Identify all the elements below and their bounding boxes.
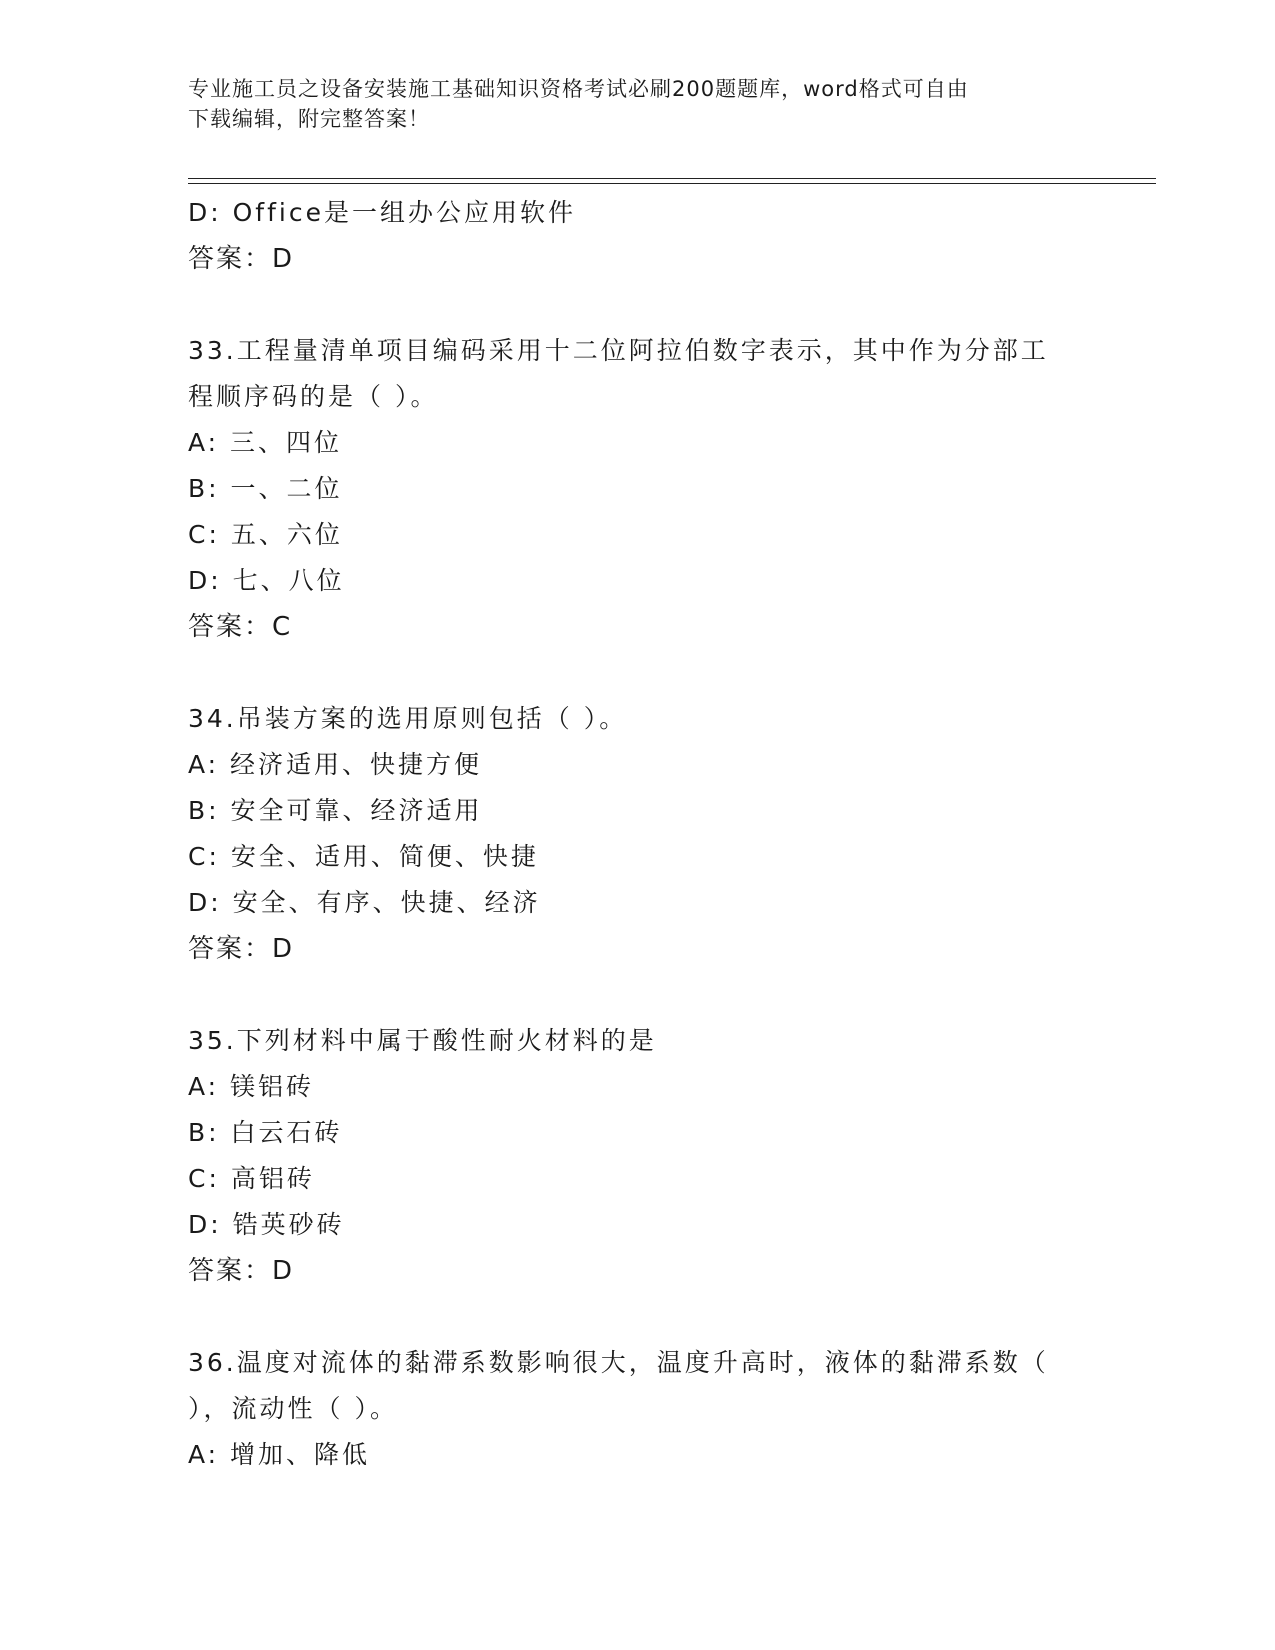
question-35: [188, 1018, 1088, 1294]
answer-line: 答案：D: [188, 934, 295, 964]
answer-line: 答案：D: [188, 244, 295, 274]
option-a: A: 经济适用、快捷方便: [188, 750, 483, 779]
option-c: C: 五、六位: [188, 520, 343, 549]
option-d: D: 锆英砂砖: [188, 1210, 345, 1239]
header-line-1: 专业施工员之设备安装施工基础知识资格考试必刷200题题库，word格式可自由: [188, 77, 969, 101]
option-b: B: 一、二位: [188, 474, 343, 503]
document-body: [188, 190, 1088, 1478]
question-stem: 36.温度对流体的黏滞系数影响很大，温度升高时，液体的黏滞系数（: [188, 1348, 1049, 1377]
document-header: [188, 74, 1088, 134]
answer-line: 答案：D: [188, 1256, 295, 1286]
question-stem-cont: 程顺序码的是（ ）。: [188, 382, 439, 411]
question-34: [188, 696, 1088, 972]
header-divider-bottom: [188, 183, 1156, 184]
option-d: D: 七、八位: [188, 566, 345, 595]
spacer: [188, 650, 1088, 696]
spacer: [188, 1294, 1088, 1340]
question-stem: 35.下列材料中属于酸性耐火材料的是: [188, 1026, 657, 1055]
spacer: [188, 282, 1088, 328]
header-line-2: 下载编辑，附完整答案！: [188, 107, 430, 131]
question-stem: 33.工程量清单项目编码采用十二位阿拉伯数字表示，其中作为分部工: [188, 336, 1049, 365]
answer-line: 答案：C: [188, 612, 293, 642]
header-divider-top: [188, 178, 1156, 179]
option-a: A: 镁铝砖: [188, 1072, 315, 1101]
option-d: D: Office是一组办公应用软件: [188, 198, 576, 227]
question-stem: 34.吊装方案的选用原则包括（ ）。: [188, 704, 628, 733]
option-b: B: 白云石砖: [188, 1118, 343, 1147]
spacer: [188, 972, 1088, 1018]
question-33: [188, 328, 1088, 650]
option-a: A: 三、四位: [188, 428, 343, 457]
option-c: C: 高铝砖: [188, 1164, 315, 1193]
question-36: [188, 1340, 1088, 1478]
option-d: D: 安全、有序、快捷、经济: [188, 888, 541, 917]
option-a: A: 增加、降低: [188, 1440, 371, 1469]
question-stem-cont: ），流动性（ ）。: [188, 1394, 398, 1423]
option-b: B: 安全可靠、经济适用: [188, 796, 483, 825]
option-c: C: 安全、适用、简便、快捷: [188, 842, 539, 871]
